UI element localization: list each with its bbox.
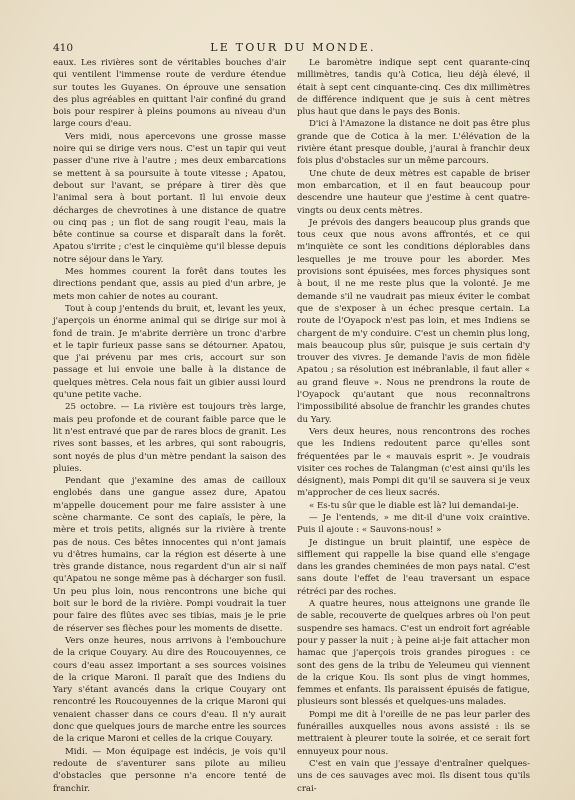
paragraph: Le baromètre indique sept cent quarante-cinq millimètres, tandis qu'à Cotica, lieu déjà élevé, il était à sept cent cinquante-cinq. Ces dix millimètres de différence indiquent que je suis à cent mètres plus haut que dans le pays des Bonis. — [297, 58, 530, 118]
paragraph: Vers deux heures, nous rencontrons des roches que les Indiens redoutent parce qu'elles sont fréquentées par le « mauvais esprit ». Je voudrais visiter ces roches de Talangman (c'est ainsi qu'ils les désignent), mais Pompi dit qu'il se sauvera si je veux m'approcher de ces lieux sacrés. — [297, 426, 530, 499]
paragraph: Midi. — Mon équipage est indécis, je vois qu'il redoute de s'aventurer sans pilote au milieu d'obstacles que personne n'a encore tenté de franchir. — [53, 746, 286, 794]
paragraph: Je distingue un bruit plaintif, une espèce de sifflement qui rappelle la bise quand elle s'engage dans les grandes cheminées de mon pays natal. C'est sans doute l'effet de l'eau traversant un espace rétréci par des roches. — [297, 537, 530, 597]
paragraph: Vers onze heures, nous arrivons à l'embouchure de la crique Couyary. Au dire des Roucouyennes, ce cours d'eau assez important a ses sources voisines de la crique Maroni. Il paraît que des Indiens du Yary s'étant avancés dans la crique Couyary ont rencontré les Roucouyennes de la crique Maroni qui venaient chasser dans ce cours d'eau. Il n'y aurait donc que quelques jours de marche entre les sources de la crique Maroni et celles de la crique Couyary. — [53, 635, 286, 745]
paragraph: Vers midi, nous apercevons une grosse masse noire qui se dirige vers nous. C'est un tapir qui veut passer d'une rive à l'autre ; mes deux embarcations se mettent à sa poursuite à toute vitesse ; Apatou, debout sur l'avant, se prépare à tirer dès que l'animal sera à bout portant. Il lui envoie deux décharges de chevrotines à une distance de quatre ou cinq pas ; un flot de sang rougit l'eau, mais la bête continue sa course et disparaît dans la forêt. Apatou s'irrite ; c'est le cinquième qu'il blesse depuis notre séjour dans le Yary. — [53, 131, 286, 265]
paragraph: — Je l'entends, » me dit-il d'une voix craintive. Puis il ajoute : « Sauvons-nous! » — [297, 512, 530, 536]
page-number: 410 — [53, 42, 74, 54]
left-column — [53, 57, 286, 794]
paragraph: A quatre heures, nous atteignons une grande île de sable, recouverte de quelques arbres où l'on peut suspendre ses hamacs. C'est un endroit fort agréable pour y passer la nuit ; à peine ai-je fait attacher mon hamac que j'aperçois trois grandes pirogues : ce sont des gens de la tribu de Yeleumeu qui viennent de la crique Kou. Ils sont plus de vingt hommes, femmes et enfants. Ils paraissent épuisés de fatigue, plusieurs sont blessés et quelques-uns malades. — [297, 599, 530, 708]
page-header — [53, 40, 533, 56]
paragraph: eaux. Les rivières sont de véritables bouches d'air qui ventilent l'immense route de verdure étendue sur toutes les Guyanes. On éprouve une sensation des plus agréables en quittant l'air confiné du grand bois pour respirer à pleins poumons au niveau d'un large cours d'eau. — [53, 58, 286, 130]
paragraph: C'est en vain que j'essaye d'entraîner quelques-uns de ces sauvages avec moi. Ils disent tous qu'ils crai- — [297, 758, 530, 794]
paragraph: Tout à coup j'entends du bruit, et, levant les yeux, j'aperçois un énorme animal qui se dirige sur moi à fond de train. Je m'abrite derrière un tronc d'arbre et le tapir furieux passe sans se détourner. Apatou, que j'ai prévenu par mes cris, accourt sur son passage et lui envoie une balle à la distance de quelques mètres. Cela nous fait un gibier aussi lourd qu'une petite vache. — [53, 303, 286, 401]
paragraph: Une chute de deux mètres est capable de briser mon embarcation, et il en faut beaucoup pour descendre une hauteur que j'estime à cent quatre-vingts ou deux cents mètres. — [297, 168, 530, 216]
paragraph: Pompi me dit à l'oreille de ne pas leur parler des funérailles auxquelles nous avons assisté : ils se mettraient à pleurer toute la soirée, et ce serait fort ennuyeux pour nous. — [297, 709, 530, 757]
paragraph: Mes hommes courent la forêt dans toutes les directions pendant que, assis au pied d'un arbre, je mets mon cahier de notes au courant. — [53, 267, 286, 302]
paragraph: 25 octobre. — La rivière est toujours très large, mais peu profonde et de courant faible parce que le lit n'est entravé que par de rares blocs de granit. Les rives sont basses, et les arbres, qui sont rabougris, sont noyés de plus d'un mètre pendant la saison des pluies. — [53, 402, 286, 474]
paragraph: D'ici à l'Amazone la distance ne doit pas être plus grande que de Cotica à la mer. L'élévation de la rivière étant presque double, j'aurai à franchir deux fois plus d'obstacles sur un même parcours. — [297, 119, 530, 167]
running-title: LE TOUR DU MONDE. — [210, 41, 376, 54]
paragraph: Pendant que j'examine des amas de cailloux englobés dans une gangue assez dure, Apatou m'appelle doucement pour me faire assister à une scène charmante. Ce sont des capiaïs, le père, la mère et trois petits, alignés sur la rivière à trente pas de nous. Ces bêtes innocentes qui n'ont jamais vu d'êtres humains, car la région est déserte à une très grande distance, nous regardent d'un air si naïf qu'Apatou ne songe même pas à décharger son fusil. Un peu plus loin, nous rencontrons une biche qui boit sur le bord de la rivière. Pompi voudrait la tuer pour faire des flûtes avec ses tibias, mais je le prie de réserver ses flèches pour les moments de disette. — [53, 476, 286, 634]
right-column — [297, 57, 530, 794]
paragraph: Je prévois des dangers beaucoup plus grands que tous ceux que nous avons affrontés, et ce qui m'inquiète ce sont les conditions déplorables dans lesquelles je me trouve pour les aborder. Mes provisions sont épuisées, mes forces physiques sont à bout, il ne me reste plus que la volonté. Je me demande s'il ne vaudrait pas mieux éviter le combat que de s'exposer à un échec presque certain. La route de l'Oyapock n'est pas loin, et mes Indiens se chargent de m'y conduire. C'est un chemin plus long, mais beaucoup plus sûr, puisque je suis certain d'y trouver des vivres. Je demande l'avis de mon fidèle Apatou ; sa résolution est inébranlable, il faut aller « au grand fleuve ». Nous ne prendrons la route de l'Oyapock qu'autant que nous reconnaîtrons l'impossibilité absolue de franchir les grandes chutes du Yary. — [297, 217, 530, 425]
paragraph: « Es-tu sûr que le diable est là? lui demandai-je. — [309, 500, 519, 511]
